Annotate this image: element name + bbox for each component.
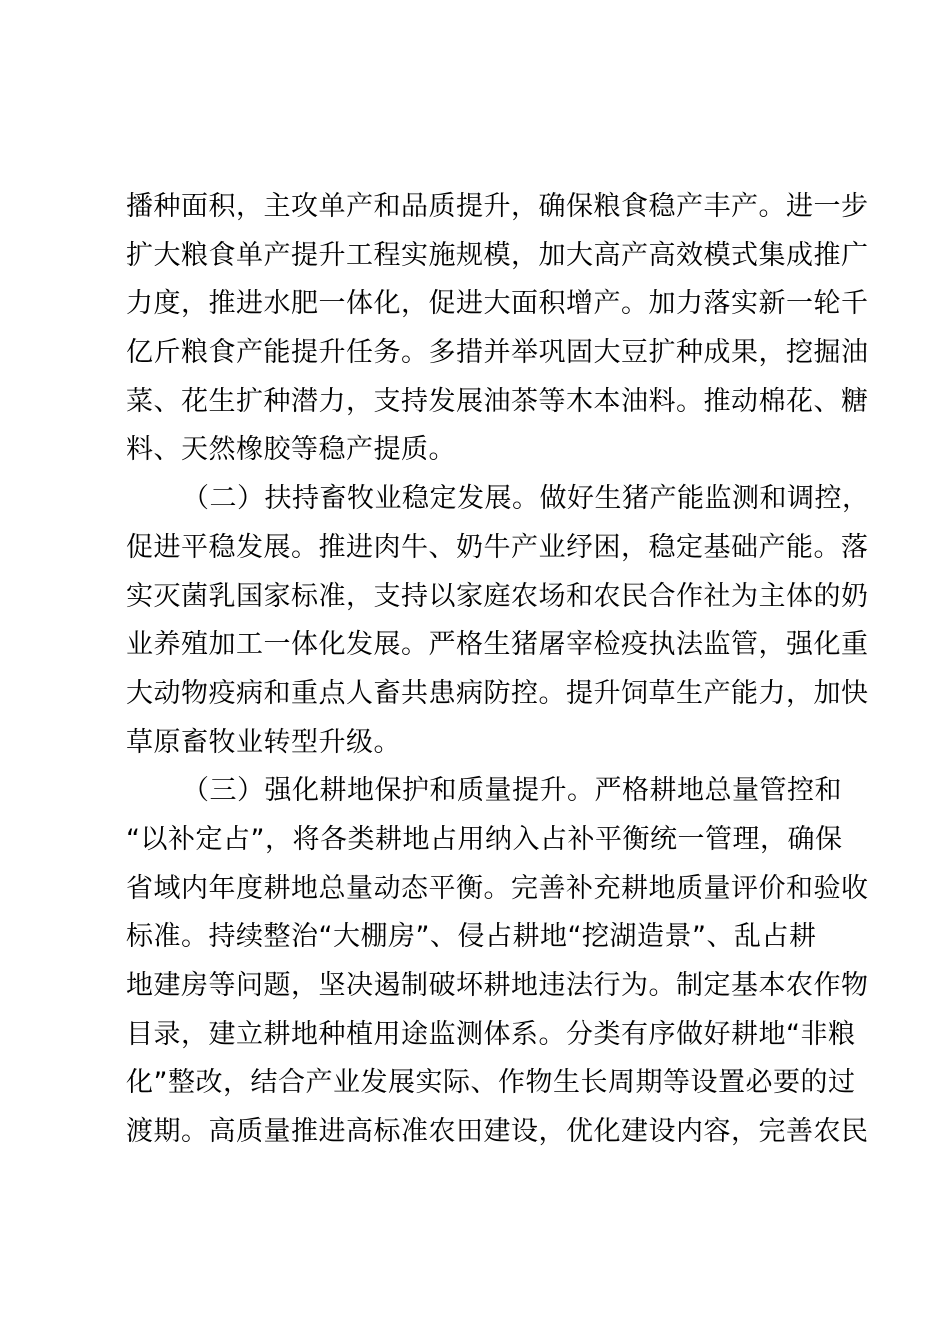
text-line: 标准。持续整治“大棚房”、侵占耕地“挖湖造景”、乱占耕 bbox=[126, 921, 817, 953]
text-line: 菜、花生扩种潜力，支持发展油茶等木本油料。推动棉花、糖 bbox=[126, 385, 869, 417]
text-line: 亿斤粮食产能提升任务。多措并举巩固大豆扩种成果，挖掘油 bbox=[126, 337, 869, 369]
text-line: 播种面积，主攻单产和品质提升，确保粮食稳产丰产。进一步 bbox=[126, 191, 869, 222]
text-line: （二）扶持畜牧业稳定发展。做好生猪产能监测和调控， bbox=[182, 483, 870, 515]
body-text bbox=[126, 183, 870, 1157]
text-line: 实灭菌乳国家标准，支持以家庭农场和农民合作社为主体的奶 bbox=[126, 580, 869, 612]
text-line: 草原畜牧业转型升级。 bbox=[126, 726, 401, 758]
text-line: 地建房等问题，坚决遏制破坏耕地违法行为。制定基本农作物 bbox=[126, 970, 869, 1001]
text-line: 扩大粮食单产提升工程实施规模，加大高产高效模式集成推广 bbox=[126, 239, 869, 271]
text-line: 化”整改，结合产业发展实际、作物生长周期等设置必要的过 bbox=[126, 1067, 856, 1099]
paragraph-livestock bbox=[126, 475, 870, 767]
text-line: 业养殖加工一体化发展。严格生猪屠宰检疫执法监管，强化重 bbox=[126, 629, 869, 661]
text-line: “以补定占”，将各类耕地占用纳入占补平衡统一管理，确保 bbox=[126, 823, 843, 855]
text-line: 料、天然橡胶等稳产提质。 bbox=[126, 434, 456, 466]
text-line: 渡期。高质量推进高标准农田建设，优化建设内容，完善农民 bbox=[126, 1116, 869, 1148]
text-line: 力度，推进水肥一体化，促进大面积增产。加力落实新一轮千 bbox=[126, 288, 869, 320]
text-line: 大动物疫病和重点人畜共患病防控。提升饲草生产能力，加快 bbox=[126, 677, 869, 709]
text-line: （三）强化耕地保护和质量提升。严格耕地总量管控和 bbox=[182, 775, 842, 807]
paragraph-grain bbox=[126, 183, 869, 475]
text-line: 目录，建立耕地种植用途监测体系。分类有序做好耕地“非粮 bbox=[126, 1018, 856, 1050]
paragraph-farmland bbox=[126, 767, 869, 1157]
text-line: 省域内年度耕地总量动态平衡。完善补充耕地质量评价和验收 bbox=[126, 872, 869, 904]
text-line: 促进平稳发展。推进肉牛、奶牛产业纾困，稳定基础产能。落 bbox=[126, 531, 869, 563]
